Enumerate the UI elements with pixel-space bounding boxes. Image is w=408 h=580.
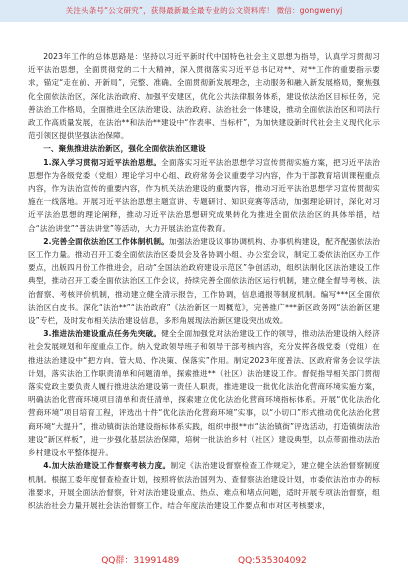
item-paragraph-1: [28, 156, 380, 235]
item-paragraph-4: [28, 459, 380, 512]
banner-text: 关注头条号“公文研究”，获得最新最全最专业的公文资料库！ 微信：gongwenyj: [65, 6, 343, 15]
item-title-2: 2.完善全面依法治区工作体制机制。: [43, 236, 169, 246]
item-body-3: 健全全面加强党对法治建设工作的领导，推动法治建设纳入经济社会发展规划和年度重点工作。纳入党政领导班子和领导干部考核内容，充分发挥各级党委（党组）在推进法治建设中“把方向、管大局、作决策、保落实”作用。制定2023年度普法、区政府常务会议学法计划，落实法治工作职责清单和问题清单，探索推进**（社区）法治建设工作。督促指导相关部门贯彻落实党政主要负责人履行推进法治建设第一责任人职责，推进建设一批优化法治化营商环境实施方案，明确法治化营商环境项目清单和责任清单，探索建立优化法治化营商环境指标体系。开展“优化法治化营商环境”项目培育工程，评选出十件“优化法治化营商环境”实事，以“小切口”形式推动优化法治化营商环境“大提升”，推动镇街法治建设指标体系实践，组织申报**市“法治镇街”评选活动，打造镇街法治建设“新区样板”，进一步强化基层法治保障，培树一批法治乡村（社区）建设典型，以点带面推动法治乡村建设水平整体提升。: [28, 329, 380, 458]
item-title-3: 3.推进法治建设重点任务先突破。: [43, 329, 162, 339]
document-body: [28, 50, 380, 512]
item-title-4: 4.加大法治建设工作督察考核力度。: [43, 461, 171, 471]
item-paragraph-3: [28, 327, 380, 459]
item-body-2: 加强法治建设议事协调机构、办事机构建设，配齐配强依法治区工作力量。推动召开工委全面依法治区委员会及各协调小组、办公室会议，制定工委依法治区办工作要点，出版四月份工作推进会，启动“全国法治政府建设示范区”争创活动，组织法制化区法治建设工作典型，推动召开工委全面依法治区工作会议，持续完善全面依法治区运行机制，建立健全督导考核、法治督察、考核评价机制，推动建立健全清示报告，工作协调，信息通报等制度机制。编写***区全面依法治区白皮书。深化“法治**”“法治政府”《法治新区一周概览》，完善推广***新区政务网“法治新区建设”专栏，及时发布相关法治建设信息，多形角展现法治新区建设突出成效。: [28, 236, 381, 326]
item-paragraph-2: [28, 235, 380, 327]
section-heading: 一、聚焦推进法治新区，强化全面依法治区建设: [43, 144, 206, 154]
footer-qq-number: QQ:535304092: [238, 556, 307, 566]
item-title-1: 1.深入学习贯彻习近平法治思想。: [43, 157, 162, 167]
item-body-4: 制定《法治建设督察检查工作规定》，建立健全法治督察制度机制。根据工委年度督查检查计划，按照将依法治国列为、查督察法治建设计划，市委依法治市办的标准要求，开展全面法治督察，针对法治建设重点、热点、难点和堵点问题，适时开展专项法治督察，组织法治社会力量开展社会法治督察工作。结合年度法治建设工作要点和市对区考核要求，: [28, 461, 381, 510]
footer-qq-group: QQ群：31991489: [101, 556, 180, 566]
footer-contact: [0, 553, 408, 566]
top-banner: [0, 0, 408, 22]
item-body-1: 全面落实习近平法治思想学习宣传贯彻实施方案，把习近平法治思想作为各级党委（党组）理论学习中心组、政府常务会议重要学习内容，作为干部教育培训课程重点内容，作为法治宣传的重要内容，作为机关法治建设的重要内容，推动习近平法治思想学习宣传贯彻实施在一线落地。开展习近平法治思想主题宣讲、专题研讨、知识竞赛等活动，加强理论研讨，深化对习近平法治思想的理论阐释，推动习近平法治思想研究成果转化为推进全面依法治区的具体举措，结合“法治讲堂”“普法讲堂”等活动，大力开展法治宣传教育。: [28, 157, 380, 233]
intro-paragraph: 2023年工作的总体思路是：坚持以习近平新时代中国特色社会主义思想为指导，认真学习贯彻习近平法治思想，全面贯彻党的二十大精神，深入贯彻落实习近平总书记对**、对**工作的重要指示要求，锚定“走在前、开新局”，完整、准确、全面贯彻新发展理念，主动服务和融入新发展格局，聚焦强化全面依法治区，深化法治政府、加强平安建区，优化公共法律服务体系，建设依法治区目标任务，完善法治工作格局，全面推进全区法治建设、法治政府、法治社会一体建设，推动全面依法治区和司法行政工作高质量发展，在法治**和法治**建设中“作表率、当标杆”，为加快建设新时代社会主义现代化示范引领区提供坚强法治保障。: [28, 52, 380, 141]
